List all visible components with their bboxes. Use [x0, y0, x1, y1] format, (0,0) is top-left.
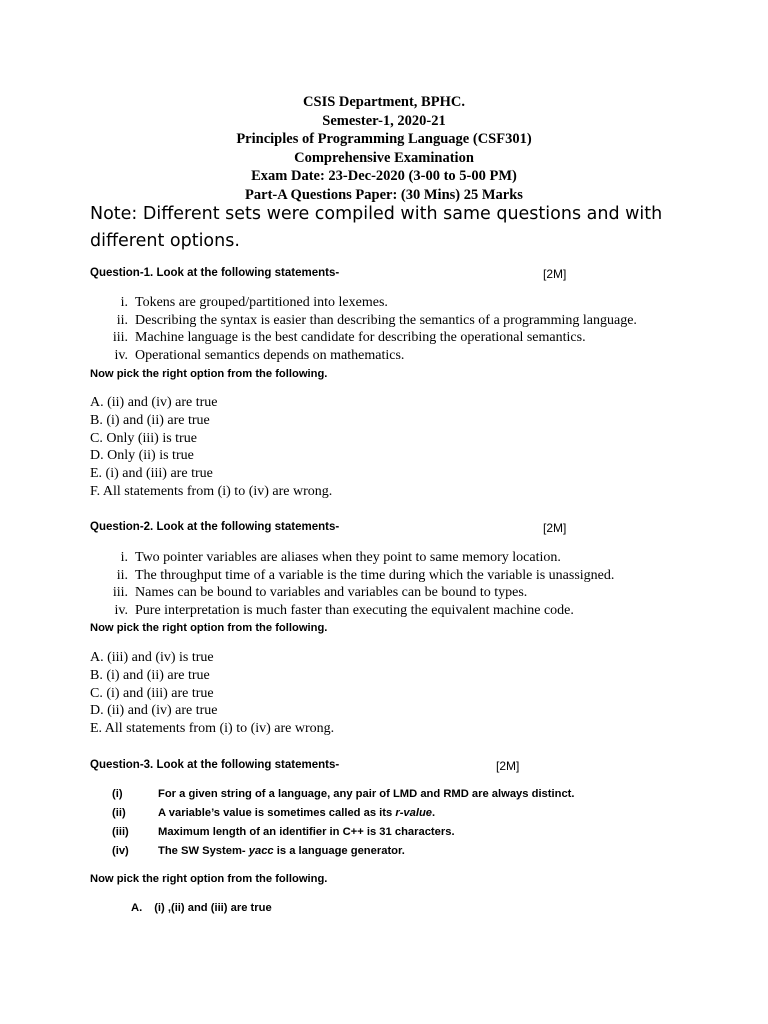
- question-2-marks: [2M]: [543, 521, 567, 535]
- question-1-title-text: Question-1. Look at the following statements-: [90, 267, 340, 279]
- question-1-statements: [90, 294, 710, 365]
- question-2-options: [90, 649, 334, 738]
- question-1-instruction: Now pick the right option from the following.: [90, 368, 328, 380]
- statement-number: (iii): [112, 826, 129, 838]
- statement-number: iv.: [114, 348, 128, 364]
- question-2-title-text: Question-2. Look at the following statements-: [90, 521, 340, 533]
- statement-text: Names can be bound to variables and variables can be bound to types.: [135, 585, 528, 601]
- statement: [90, 549, 710, 567]
- question-3-option-a: [131, 902, 272, 914]
- question-3-statements: [112, 785, 732, 861]
- statement-text: For a given string of a language, any pair of LMD and RMD are always distinct.: [158, 788, 575, 800]
- statement: [90, 294, 710, 312]
- statement: [90, 567, 710, 585]
- option: C. Only (iii) is true: [90, 430, 197, 446]
- statement-text: [158, 804, 435, 823]
- option-label: A.: [131, 902, 143, 914]
- option: F. All statements from (i) to (iv) are wrong.: [90, 483, 333, 499]
- option: C. (i) and (iii) are true: [90, 685, 214, 701]
- statement: [112, 823, 732, 842]
- question-3-instruction: Now pick the right option from the following.: [90, 873, 328, 885]
- statement-number: iv.: [114, 603, 128, 619]
- statement-text: Describing the syntax is easier than describing the semantics of a programming language.: [135, 312, 637, 328]
- exam-header: [0, 93, 768, 204]
- option: B. (i) and (ii) are true: [90, 412, 210, 428]
- statement-number: (iv): [112, 845, 129, 857]
- statement-number: i.: [120, 295, 128, 310]
- statement-number: iii.: [112, 585, 128, 601]
- statement-number: iii.: [112, 330, 128, 346]
- statement-number: ii.: [116, 567, 128, 583]
- statement-text-part: A variable’s value is sometimes called as its: [158, 807, 396, 819]
- statement-number: ii.: [116, 312, 128, 328]
- question-3-marks: [2M]: [496, 759, 520, 773]
- option: A. (ii) and (iv) are true: [90, 395, 218, 410]
- option: E. All statements from (i) to (iv) are wrong.: [90, 721, 335, 737]
- statement-number: i.: [120, 550, 128, 565]
- statement: [112, 804, 732, 823]
- statement-text: Pure interpretation is much faster than executing the equivalent machine code.: [135, 603, 574, 619]
- statement-text-part: .: [432, 807, 436, 819]
- question-2-title: [90, 521, 567, 535]
- question-2-instruction: Now pick the right option from the following.: [90, 622, 328, 634]
- italic-term: r-value: [395, 807, 433, 819]
- statement: [90, 329, 710, 347]
- statement-text: Maximum length of an identifier in C++ is 31 characters.: [158, 826, 455, 838]
- option: E. (i) and (iii) are true: [90, 466, 213, 482]
- option: A. (iii) and (iv) is true: [90, 650, 214, 665]
- statement-text: Operational semantics depends on mathematics.: [135, 348, 405, 364]
- statement-text-part: is a language generator.: [273, 845, 405, 857]
- statement: [90, 347, 710, 365]
- department-line: CSIS Department, BPHC.: [303, 94, 465, 110]
- question-1-marks: [2M]: [543, 267, 567, 281]
- course-line: Principles of Programming Language (CSF301): [236, 131, 532, 147]
- question-1-title: [90, 267, 567, 281]
- statement-text: The throughput time of a variable is the time during which the variable is unassigned.: [135, 567, 615, 583]
- statement: [90, 312, 710, 330]
- statement-number: (i): [112, 788, 123, 800]
- question-3-title: [90, 759, 520, 773]
- statement: [112, 785, 732, 804]
- italic-term: yacc: [248, 845, 274, 857]
- exam-type-line: Comprehensive Examination: [294, 149, 474, 166]
- paper-info-line: Part-A Questions Paper: (30 Mins) 25 Marks: [245, 186, 523, 203]
- question-1-options: [90, 394, 332, 501]
- statement: [112, 842, 732, 861]
- statement: [90, 602, 710, 620]
- option: B. (i) and (ii) are true: [90, 667, 210, 683]
- statement-text: Tokens are grouped/partitioned into lexemes.: [135, 295, 388, 310]
- note-text: Note: Different sets were compiled with same questions and with different options.: [90, 204, 663, 251]
- option-text: (i) ,(ii) and (iii) are true: [154, 902, 272, 914]
- semester-line: Semester-1, 2020-21: [322, 112, 446, 129]
- question-2-statements: [90, 549, 710, 620]
- statement-text: [158, 842, 405, 861]
- statement-text: Machine language is the best candidate for describing the operational semantics.: [135, 330, 586, 346]
- statement: [90, 584, 710, 602]
- option: D. (ii) and (iv) are true: [90, 703, 218, 719]
- statement-text-part: The SW System-: [158, 845, 249, 857]
- option: D. Only (ii) is true: [90, 448, 194, 464]
- question-3-title-text: Question-3. Look at the following statements-: [90, 759, 340, 771]
- statement-text: Two pointer variables are aliases when they point to same memory location.: [135, 550, 561, 565]
- exam-date-line: Exam Date: 23-Dec-2020 (3-00 to 5-00 PM): [251, 168, 517, 184]
- statement-number: (ii): [112, 807, 126, 819]
